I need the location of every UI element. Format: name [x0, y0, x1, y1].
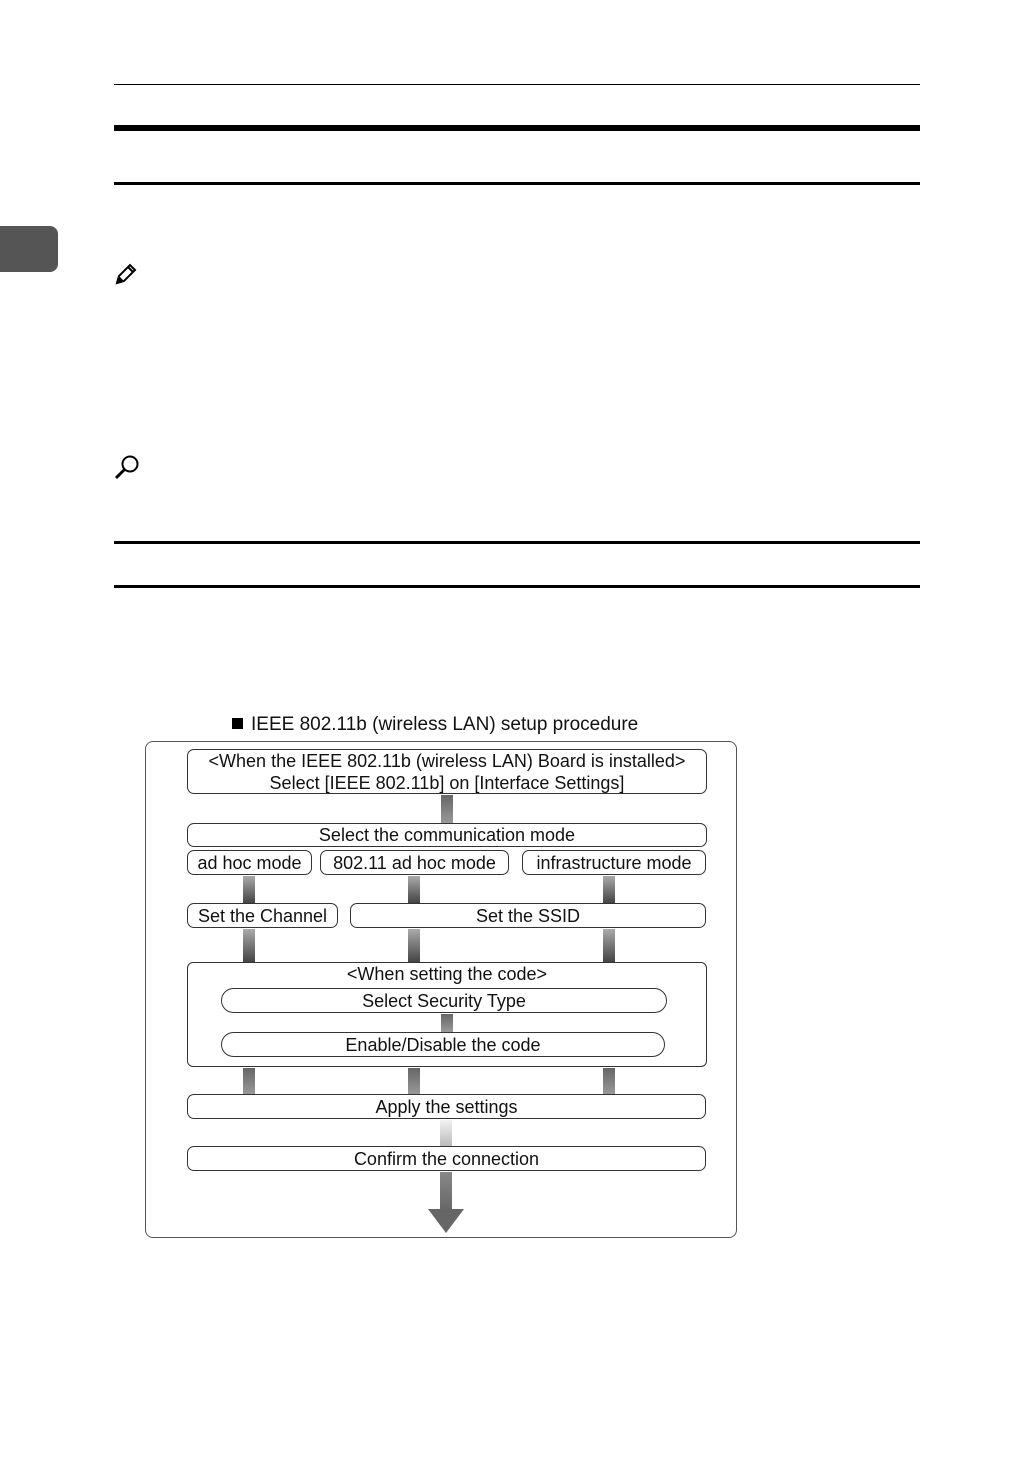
security-type-box: Select Security Type	[221, 988, 667, 1013]
section-bottom-rule	[114, 585, 920, 588]
reference-magnifier-icon	[113, 453, 141, 481]
install-line-1: <When the IEEE 802.11b (wireless LAN) Board is installed>	[208, 750, 686, 771]
connector	[408, 929, 420, 962]
mode-802-11-ad-hoc: 802.11 ad hoc mode	[320, 850, 509, 875]
connector	[440, 1120, 452, 1146]
confirm-connection-box: Confirm the connection	[187, 1146, 706, 1171]
header-thin-rule	[114, 84, 920, 85]
title-top-rule	[114, 125, 920, 131]
connector	[441, 795, 453, 823]
connector	[243, 929, 255, 962]
set-channel-box: Set the Channel	[187, 903, 338, 928]
connector	[603, 1068, 615, 1094]
mode-infrastructure: infrastructure mode	[522, 850, 706, 875]
diagram-caption: IEEE 802.11b (wireless LAN) setup procedure	[232, 714, 638, 736]
connector	[408, 1068, 420, 1094]
apply-settings-box: Apply the settings	[187, 1094, 706, 1119]
note-pencil-icon	[113, 263, 139, 287]
arrow-shaft	[440, 1172, 452, 1212]
code-group-title: <When setting the code>	[346, 964, 548, 984]
enable-code-box: Enable/Disable the code	[221, 1032, 665, 1057]
comm-mode-box: Select the communication mode	[187, 823, 707, 847]
install-line-2: Select [IEEE 802.11b] on [Interface Settings]	[269, 772, 625, 793]
connector	[408, 876, 420, 903]
chapter-tab	[0, 226, 58, 272]
connector	[603, 929, 615, 962]
section-top-rule	[114, 541, 920, 544]
arrow-down-icon	[428, 1209, 464, 1233]
connector	[441, 1014, 453, 1032]
install-board-box	[187, 749, 707, 794]
mode-ad-hoc: ad hoc mode	[187, 850, 312, 875]
title-bottom-rule	[114, 182, 920, 185]
connector	[243, 1068, 255, 1094]
set-ssid-box: Set the SSID	[350, 903, 706, 928]
connector	[243, 876, 255, 903]
connector	[603, 876, 615, 903]
